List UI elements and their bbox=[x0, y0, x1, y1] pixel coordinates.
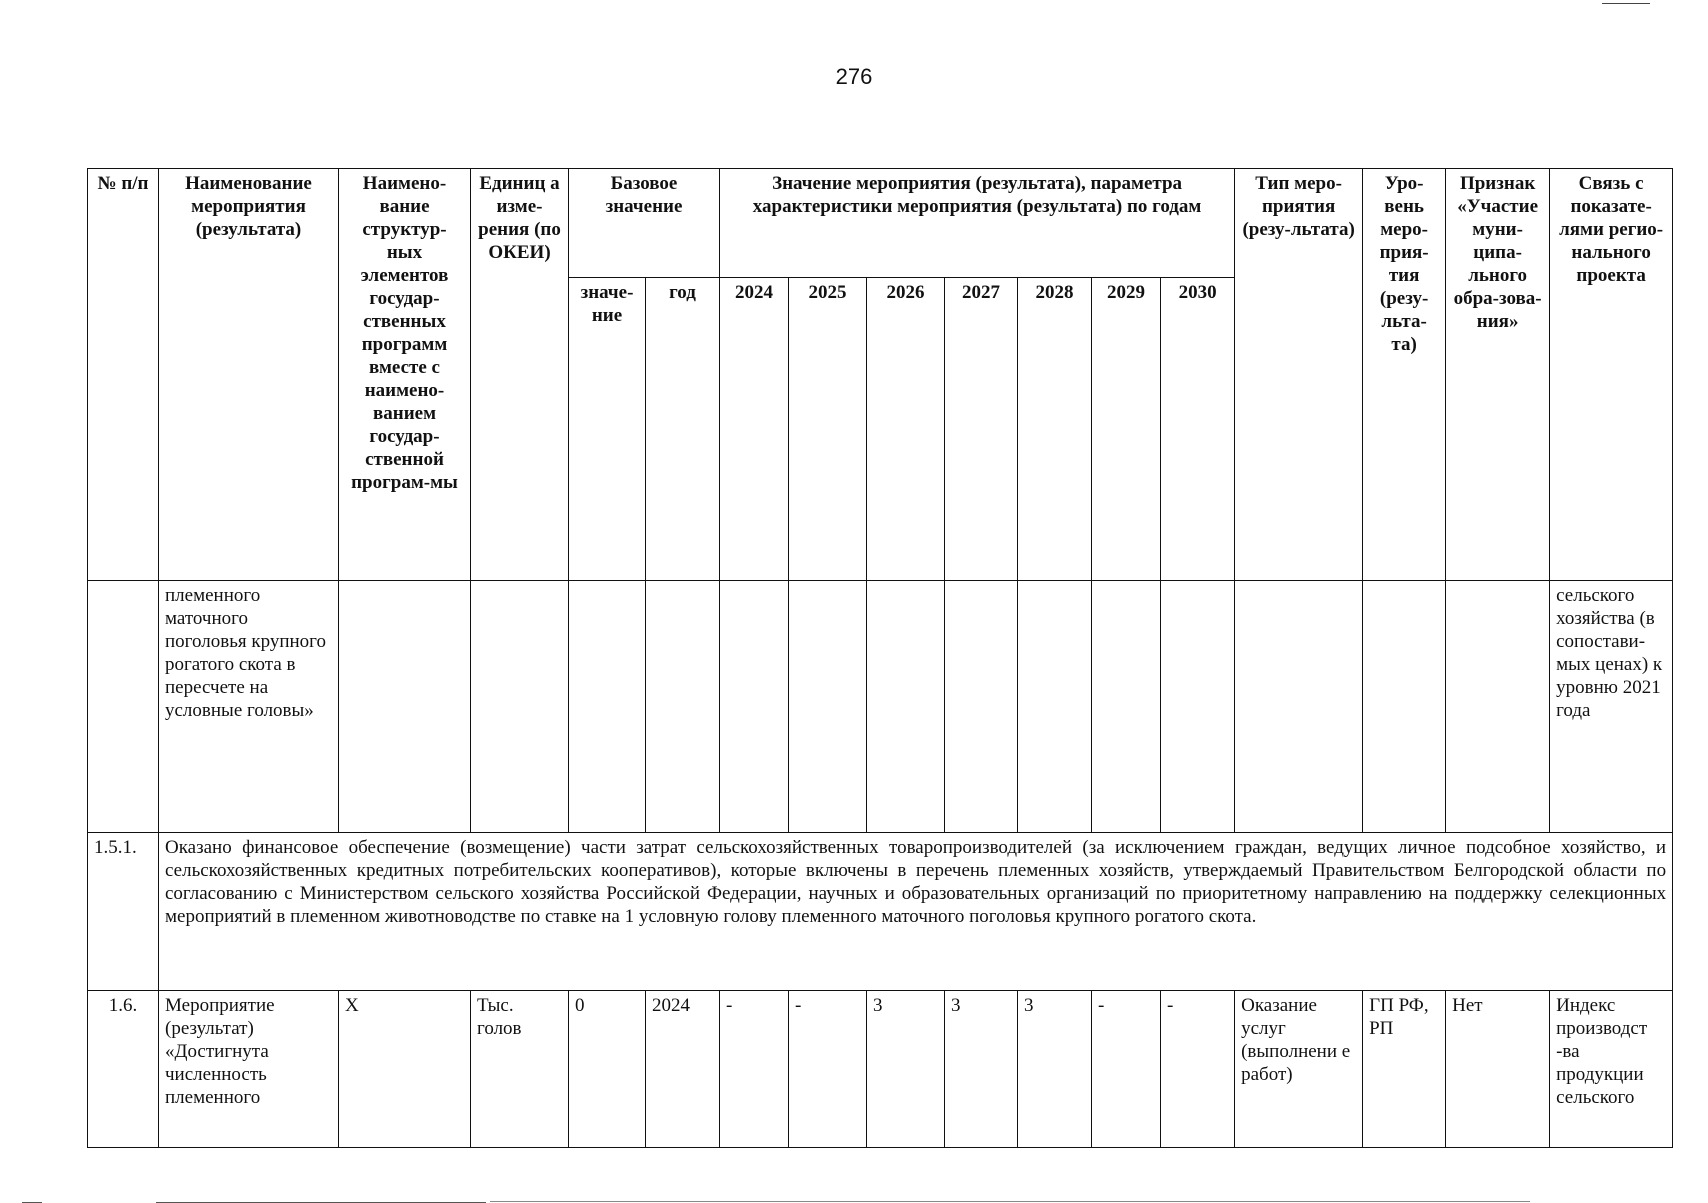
header-municipal-participation: Признак «Участие муни-ципа-льного обра-зова-ния» bbox=[1446, 169, 1550, 581]
cell-activity-name: Мероприятие (результат) «Достигнута численность племенного bbox=[159, 991, 339, 1148]
cell-number: 1.5.1. bbox=[88, 833, 159, 991]
cell-value-2030: - bbox=[1161, 991, 1235, 1148]
scan-edge-mark bbox=[1602, 3, 1650, 4]
table-row-continuation bbox=[88, 581, 1673, 833]
header-year-2027: 2027 bbox=[945, 278, 1018, 581]
cell-empty bbox=[1161, 581, 1235, 833]
header-project-link: Связь с показате-лями регио-нального проекта bbox=[1550, 169, 1673, 581]
header-activity-level: Уро-вень меро-прия-тия (резу-льта-та) bbox=[1363, 169, 1446, 581]
header-year-2030: 2030 bbox=[1161, 278, 1235, 581]
cell-empty bbox=[88, 581, 159, 833]
cell-activity-type: Оказание услуг (выполнени е работ) bbox=[1235, 991, 1363, 1148]
cell-base-year: 2024 bbox=[646, 991, 720, 1148]
header-values-by-year: Значение мероприятия (результата), параметра характеристики мероприятия (результата) по годам bbox=[720, 169, 1235, 278]
activities-table bbox=[87, 168, 1673, 1148]
cell-empty bbox=[867, 581, 945, 833]
cell-value-2029: - bbox=[1092, 991, 1161, 1148]
header-row-1 bbox=[88, 169, 1673, 278]
cell-value-2028: 3 bbox=[1018, 991, 1092, 1148]
header-year-2026: 2026 bbox=[867, 278, 945, 581]
cell-empty bbox=[471, 581, 569, 833]
header-activity-name: Наименование мероприятия (результата) bbox=[159, 169, 339, 581]
scan-edge-mark bbox=[490, 1201, 1530, 1202]
cell-project-link: Индекс производст -ва продукции сельского bbox=[1550, 991, 1673, 1148]
page-number: 276 bbox=[835, 64, 873, 89]
cell-empty bbox=[1363, 581, 1446, 833]
header-base-value-value: значе-ние bbox=[569, 278, 646, 581]
cell-structural-elements: Х bbox=[339, 991, 471, 1148]
cell-empty bbox=[1092, 581, 1161, 833]
cell-empty bbox=[1235, 581, 1363, 833]
header-year-2029: 2029 bbox=[1092, 278, 1161, 581]
cell-empty bbox=[720, 581, 789, 833]
header-base-value-year: год bbox=[646, 278, 720, 581]
cell-empty bbox=[646, 581, 720, 833]
cell-value-2026: 3 bbox=[867, 991, 945, 1148]
cell-description: Оказано финансовое обеспечение (возмещение) части затрат сельскохозяйственных товаропроизводителей (за исключением граждан, ведущих личное подсобное хозяйство, и сельскохозяйственных кредитных потребительских кооперативов), которые включены в перечень племенных хозяйств, утверждаемый Правительством Белгородской области по согласованию с Министерством сельского хозяйства Российской Федерации, научных и образовательных организаций по приоритетному направлению на поддержку селекционных мероприятий в племенном животноводстве по ставке на 1 условную голову племенного маточного поголовья крупного рогатого скота. bbox=[159, 833, 1673, 991]
header-activity-type: Тип меро-приятия (резу-льтата) bbox=[1235, 169, 1363, 581]
header-base-value: Базовое значение bbox=[569, 169, 720, 278]
cell-number: 1.6. bbox=[88, 991, 159, 1148]
cell-empty bbox=[789, 581, 867, 833]
cell-activity-name: племенного маточного поголовья крупного рогатого скота в пересчете на условные головы» bbox=[159, 581, 339, 833]
cell-empty bbox=[339, 581, 471, 833]
table-row-1-6 bbox=[88, 991, 1673, 1148]
cell-unit: Тыс. голов bbox=[471, 991, 569, 1148]
cell-activity-level: ГП РФ, РП bbox=[1363, 991, 1446, 1148]
header-number: № п/п bbox=[88, 169, 159, 581]
cell-base-value: 0 bbox=[569, 991, 646, 1148]
cell-empty bbox=[1446, 581, 1550, 833]
header-structural-elements: Наимено-вание структур-ных элементов государ-ственных программ вместе с наимено-ванием государ-ственной програм-мы bbox=[339, 169, 471, 581]
cell-empty bbox=[1018, 581, 1092, 833]
header-unit: Единиц а изме-рения (по ОКЕИ) bbox=[471, 169, 569, 581]
header-year-2024: 2024 bbox=[720, 278, 789, 581]
cell-empty bbox=[945, 581, 1018, 833]
cell-empty bbox=[569, 581, 646, 833]
table-row-1-5-1 bbox=[88, 833, 1673, 991]
cell-value-2024: - bbox=[720, 991, 789, 1148]
cell-project-link: сельского хозяйства (в сопостави-мых ценах) к уровню 2021 года bbox=[1550, 581, 1673, 833]
header-year-2028: 2028 bbox=[1018, 278, 1092, 581]
cell-value-2027: 3 bbox=[945, 991, 1018, 1148]
cell-municipal-participation: Нет bbox=[1446, 991, 1550, 1148]
cell-value-2025: - bbox=[789, 991, 867, 1148]
header-year-2025: 2025 bbox=[789, 278, 867, 581]
